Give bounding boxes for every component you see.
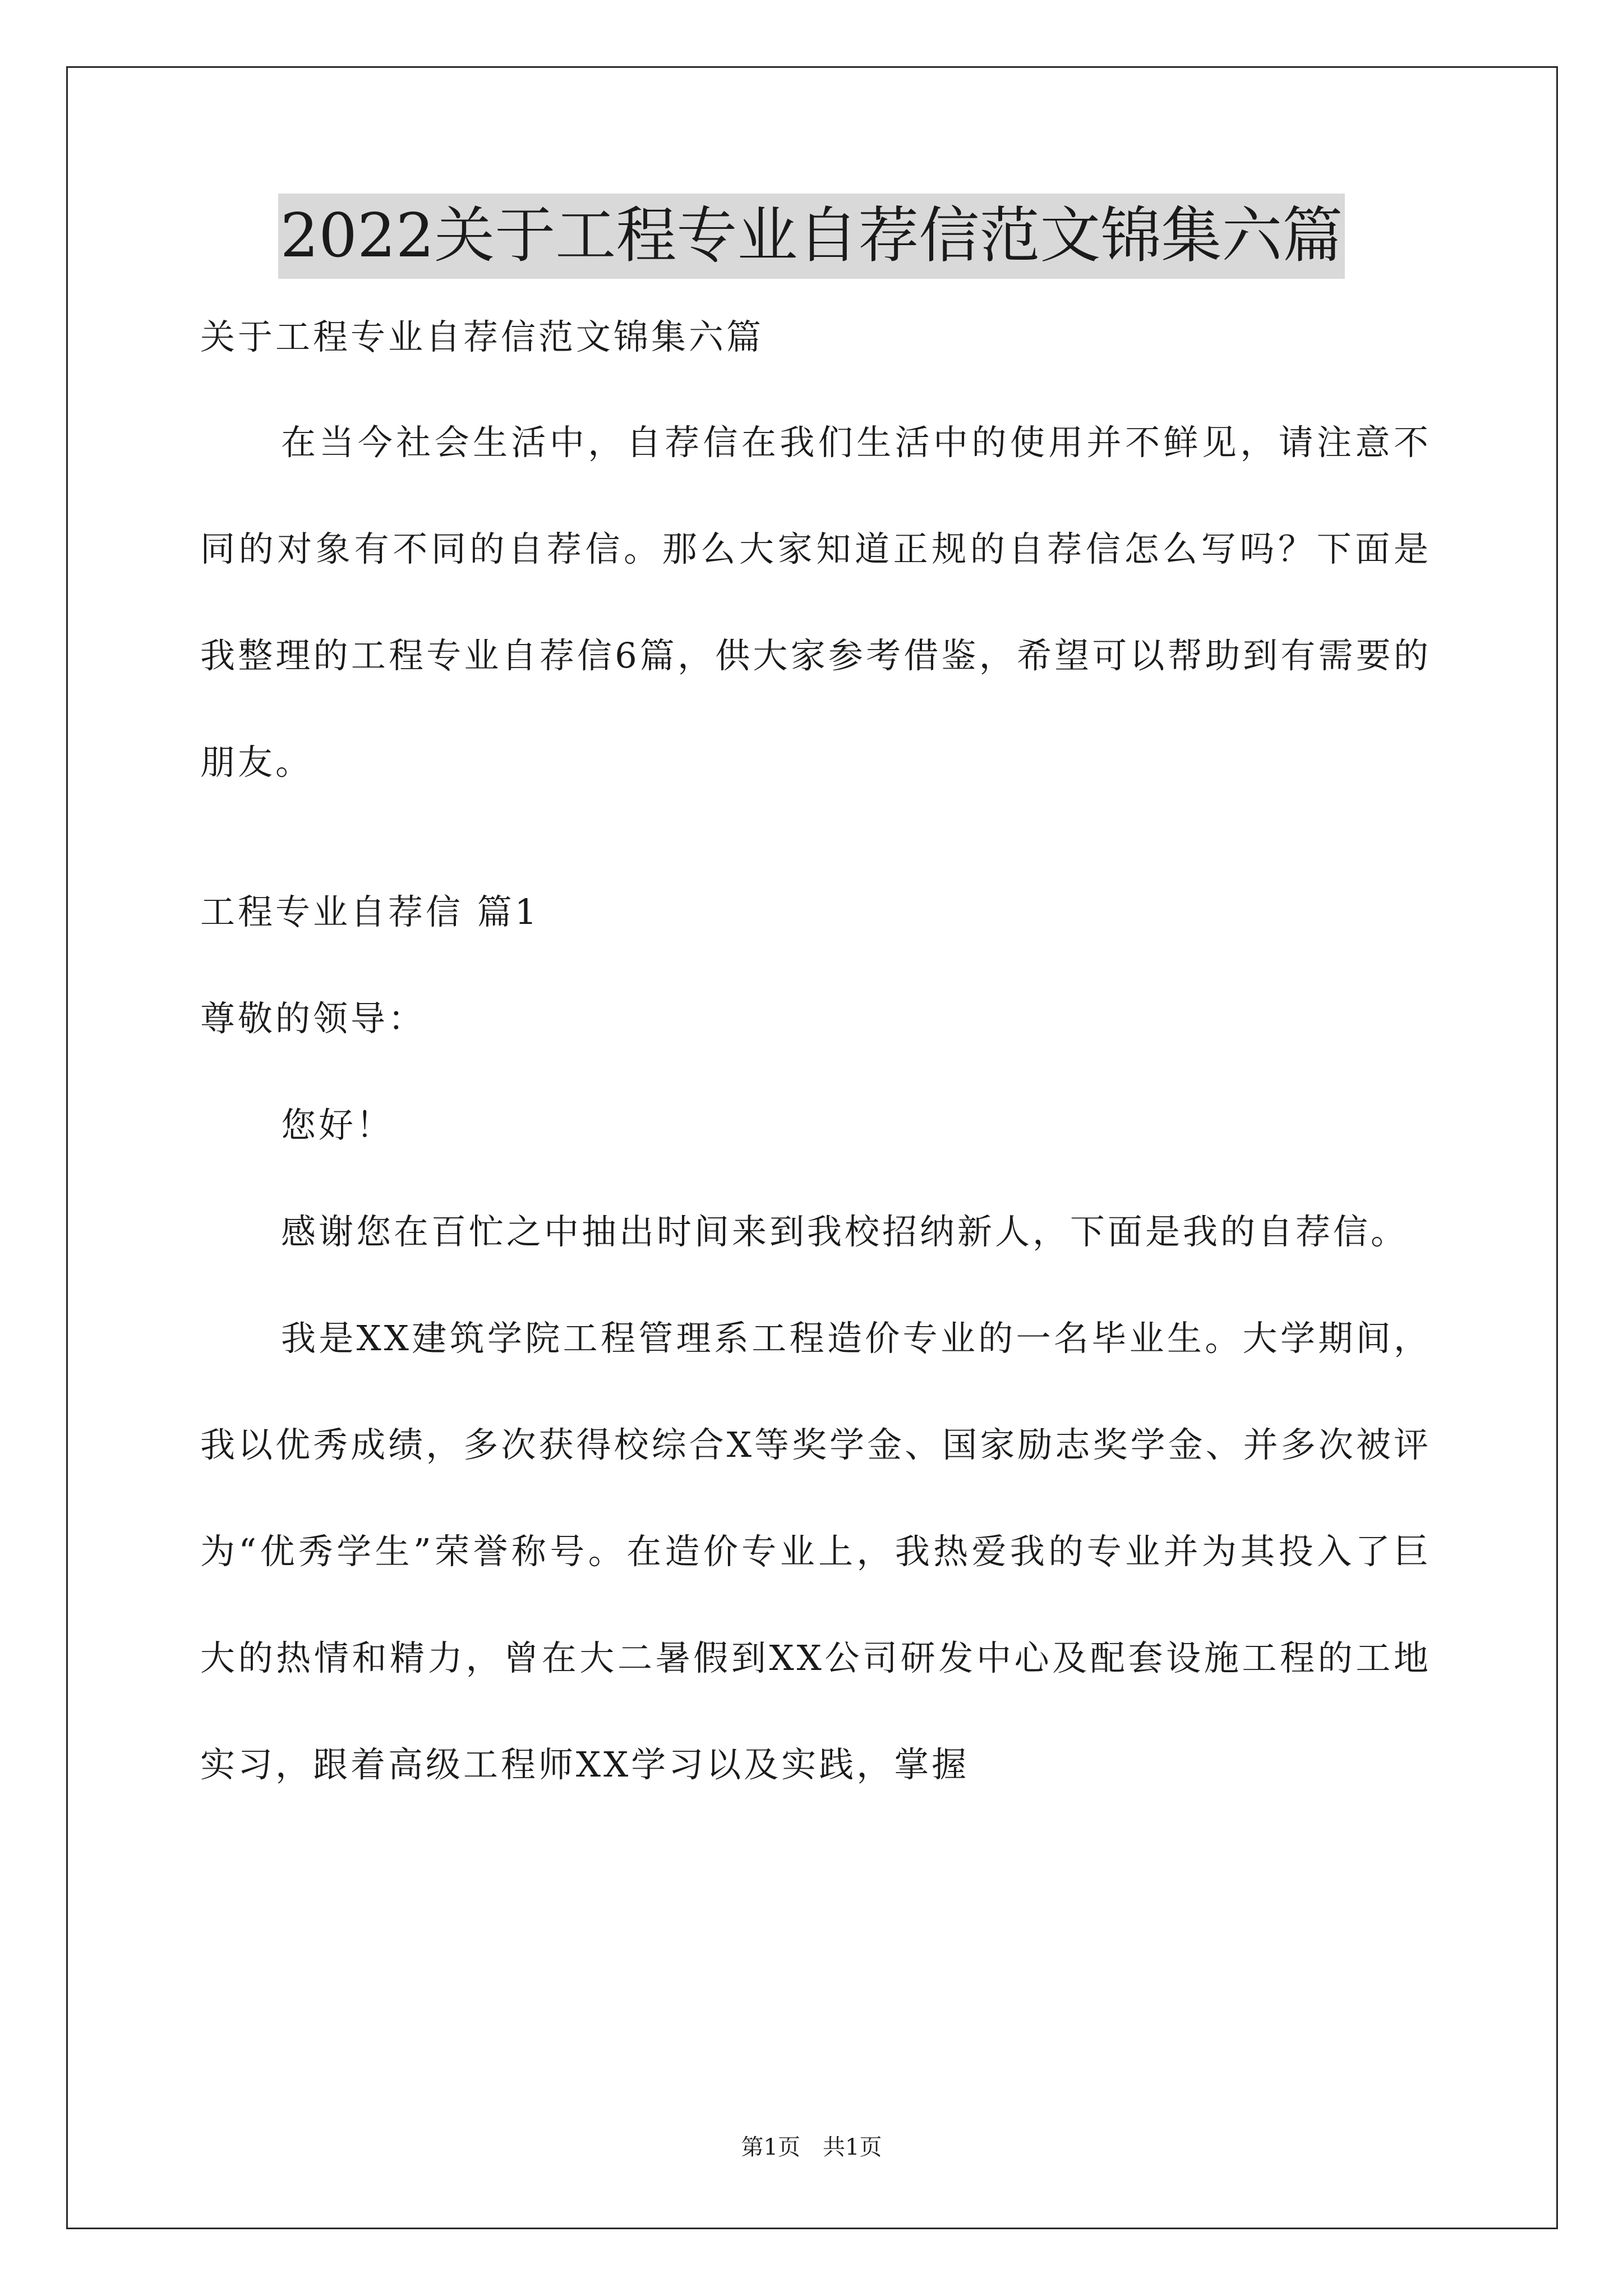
section-heading: 工程专业自荐信 篇1	[200, 891, 540, 932]
greeting: 您好！	[281, 1105, 394, 1145]
document-title: 2022关于工程专业自荐信范文锦集六篇	[278, 194, 1345, 279]
body-paragraph: 我是XX建筑学院工程管理系工程造价专业的一名毕业生。大学期间，我以优秀成绩，多次获得校综合X等奖学金、国家励志奖学金、并多次被评为“优秀学生”荣誉称号。在造价专业上，我热爱我的专业并为其投入了巨大的热情和精力，曾在大二暑假到XX公司研发中心及配套设施工程的工地实习，跟着高级工程师XX学习以及实践，掌握	[200, 1318, 1431, 1785]
body-paragraph: 感谢您在百忙之中抽出时间来到我校招纳新人，下面是我的自荐信。	[281, 1211, 1409, 1252]
intro-paragraph: 在当今社会生活中，自荐信在我们生活中的使用并不鲜见，请注意不同的对象有不同的自荐信。那么大家知道正规的自荐信怎么写吗？下面是我整理的工程专业自荐信6篇，供大家参考借鉴，希望可以帮助到有需要的朋友。	[200, 422, 1431, 783]
salutation: 尊敬的领导：	[200, 998, 426, 1039]
title-container	[0, 194, 1623, 279]
page-footer: 第1页 共1页	[741, 2134, 882, 2160]
document-body	[200, 310, 1431, 1818]
document-subtitle: 关于工程专业自荐信范文锦集六篇	[200, 316, 764, 357]
